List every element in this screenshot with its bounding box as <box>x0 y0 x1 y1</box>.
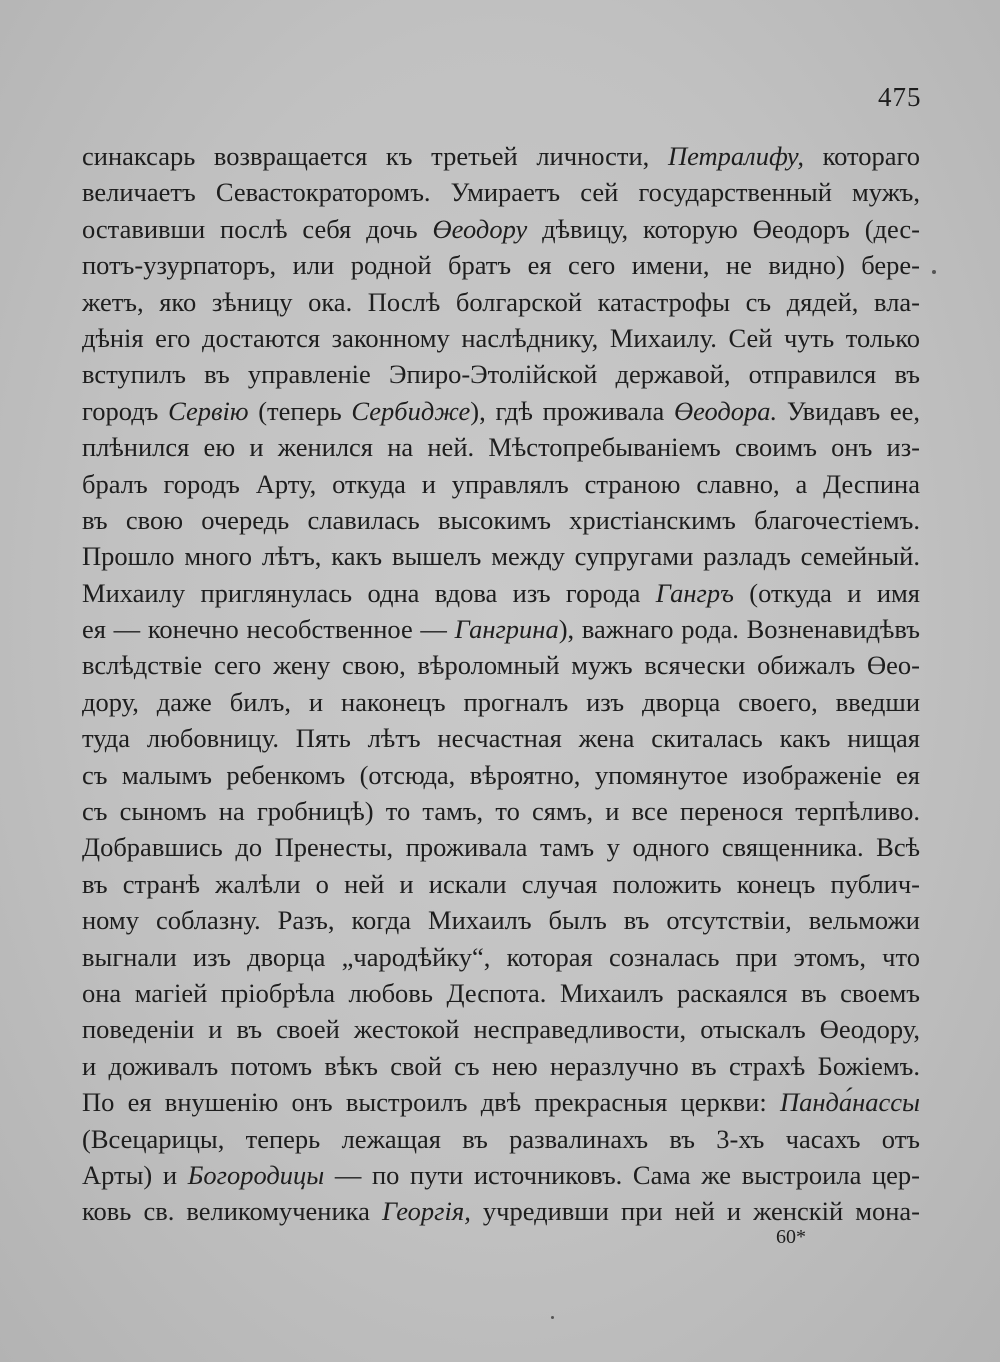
text-line <box>82 538 920 574</box>
italic-name: Өеодору <box>432 213 528 244</box>
text-line <box>82 174 920 210</box>
text-run: (откуда и имя <box>733 577 920 608</box>
text-run: вступилъ въ управленіе Эпиро-Этолійской державой, отправился въ <box>82 359 920 390</box>
text-line <box>82 393 920 429</box>
text-line <box>82 1011 920 1047</box>
text-line <box>82 793 920 829</box>
text-run: она магіей пріобрѣла любовь Деспота. Михаилъ раскаялся въ своемъ <box>82 977 920 1008</box>
text-run: ), гдѣ проживала <box>470 395 674 426</box>
text-run: — по пути источниковъ. Сама же выстроила цер- <box>324 1159 920 1190</box>
text-run: съ малымъ ребенкомъ (отсюда, вѣроятно, упомянутое изображеніе ея <box>82 759 920 790</box>
text-run: дѣнія его достаются законному наслѣднику, Михаилу. Сей чуть только <box>82 322 920 353</box>
text-run: ному соблазну. Разъ, когда Михаилъ былъ въ отсутствіи, вельможи <box>82 905 920 936</box>
printer-signature-mark: 60* <box>776 1226 806 1248</box>
text-line <box>82 211 920 247</box>
text-run: дѣвицу, которую Өеодоръ (дес- <box>527 213 921 244</box>
text-run: поведеніи и въ своей жестокой несправедливости, отыскалъ Өеодору, <box>82 1014 920 1045</box>
italic-name: Богородицы <box>187 1159 325 1190</box>
page-number: 475 <box>878 82 922 112</box>
text-run: туда любовницу. Пять лѣтъ несчастная жена скиталась какъ нищая <box>82 723 920 754</box>
text-run: ковь св. великомученика <box>82 1196 382 1227</box>
text-line <box>82 1157 920 1193</box>
text-run: Арты) и <box>82 1159 188 1190</box>
italic-name: Гангръ <box>655 577 734 608</box>
text-line <box>82 684 920 720</box>
text-line <box>82 1048 920 1084</box>
text-line <box>82 502 920 538</box>
italic-name: Петралифу, <box>667 141 804 171</box>
text-line <box>82 138 920 174</box>
text-line <box>82 720 920 756</box>
text-run: ея — конечно несобственное — <box>82 614 455 645</box>
italic-name: Георгія, <box>381 1196 471 1227</box>
text-line <box>82 647 920 683</box>
text-line <box>82 575 920 611</box>
text-run: плѣнился ею и женился на ней. Мѣстопребываніемъ своимъ онъ из- <box>82 432 920 463</box>
text-run: оставивши послѣ себя дочь <box>82 213 433 244</box>
text-run: Прошло много лѣтъ, какъ вышелъ между супругами разладъ семейный. <box>82 541 920 572</box>
body-text <box>82 138 920 1230</box>
text-line <box>82 611 920 647</box>
paper-speck <box>551 1316 554 1319</box>
text-run: (теперь <box>248 395 352 426</box>
text-run: городъ <box>82 395 169 426</box>
text-run: учредивши при ней и женскій мона- <box>470 1196 920 1227</box>
text-line <box>82 902 920 938</box>
italic-name: Сербидже <box>351 395 471 426</box>
text-line <box>82 1121 920 1157</box>
text-run: Добравшись до Пренесты, проживала тамъ у одного священника. Всѣ <box>82 832 920 863</box>
text-run: синаксарь возвращается къ третьей личности, <box>82 141 668 171</box>
paper-speck <box>932 270 936 274</box>
text-run: По ея внушенію онъ выстроилъ двѣ прекрасныя церкви: <box>82 1087 780 1118</box>
text-run: величаетъ Севастократоромъ. Умираетъ сей государственный мужъ, <box>82 177 920 208</box>
text-run: Увидавъ ее, <box>777 395 920 426</box>
text-run: выгнали изъ дворца „чародѣйку“, которая созналась при этомъ, что <box>82 941 920 972</box>
text-run: дору, даже билъ, и наконецъ прогналъ изъ дворца своего, введши <box>82 686 920 717</box>
text-run: Михаилу приглянулась одна вдова изъ города <box>82 577 656 608</box>
text-run: ), важнаго рода. Возненавидѣвъ <box>558 614 920 645</box>
italic-name: Панда́нассы <box>779 1087 920 1118</box>
text-run: вслѣдствіе сего жену свою, вѣроломный мужъ всячески обижалъ Өео- <box>82 650 920 681</box>
text-line <box>82 1193 920 1229</box>
text-line <box>82 429 920 465</box>
text-line <box>82 466 920 502</box>
text-run: потъ-узурпаторъ, или родной братъ ея сего имени, не видно) бере- <box>82 250 920 281</box>
italic-name: Гангрина <box>454 614 559 645</box>
text-line <box>82 939 920 975</box>
text-line <box>82 757 920 793</box>
italic-name: Өеодора. <box>673 395 778 426</box>
text-line <box>82 284 920 320</box>
text-line <box>82 975 920 1011</box>
text-run: котораго <box>803 141 920 171</box>
text-line <box>82 866 920 902</box>
text-run: въ свою очередь славилась высокимъ христіанскимъ благочестіемъ. <box>82 504 920 535</box>
text-line <box>82 356 920 392</box>
text-line <box>82 320 920 356</box>
text-line <box>82 247 920 283</box>
text-line <box>82 829 920 865</box>
italic-name: Сервію <box>168 395 249 426</box>
text-run: (Всецарицы, теперь лежащая въ развалинахъ въ 3-хъ часахъ отъ <box>82 1123 920 1154</box>
text-line <box>82 1084 920 1120</box>
text-run: съ сыномъ на гробницѣ) то тамъ, то сямъ, и все перенося терпѣливо. <box>82 796 920 827</box>
text-run: бралъ городъ Арту, откуда и управлялъ страною славно, а Деспина <box>82 468 920 499</box>
text-run: жетъ, яко зѣницу ока. Послѣ болгарской катастрофы съ дядей, вла- <box>82 286 920 317</box>
text-run: и доживалъ потомъ вѣкъ свой съ нею неразлучно въ страхѣ Божіемъ. <box>82 1050 920 1081</box>
text-run: въ странѣ жалѣли о ней и искали случая положить конецъ публич- <box>82 868 920 899</box>
